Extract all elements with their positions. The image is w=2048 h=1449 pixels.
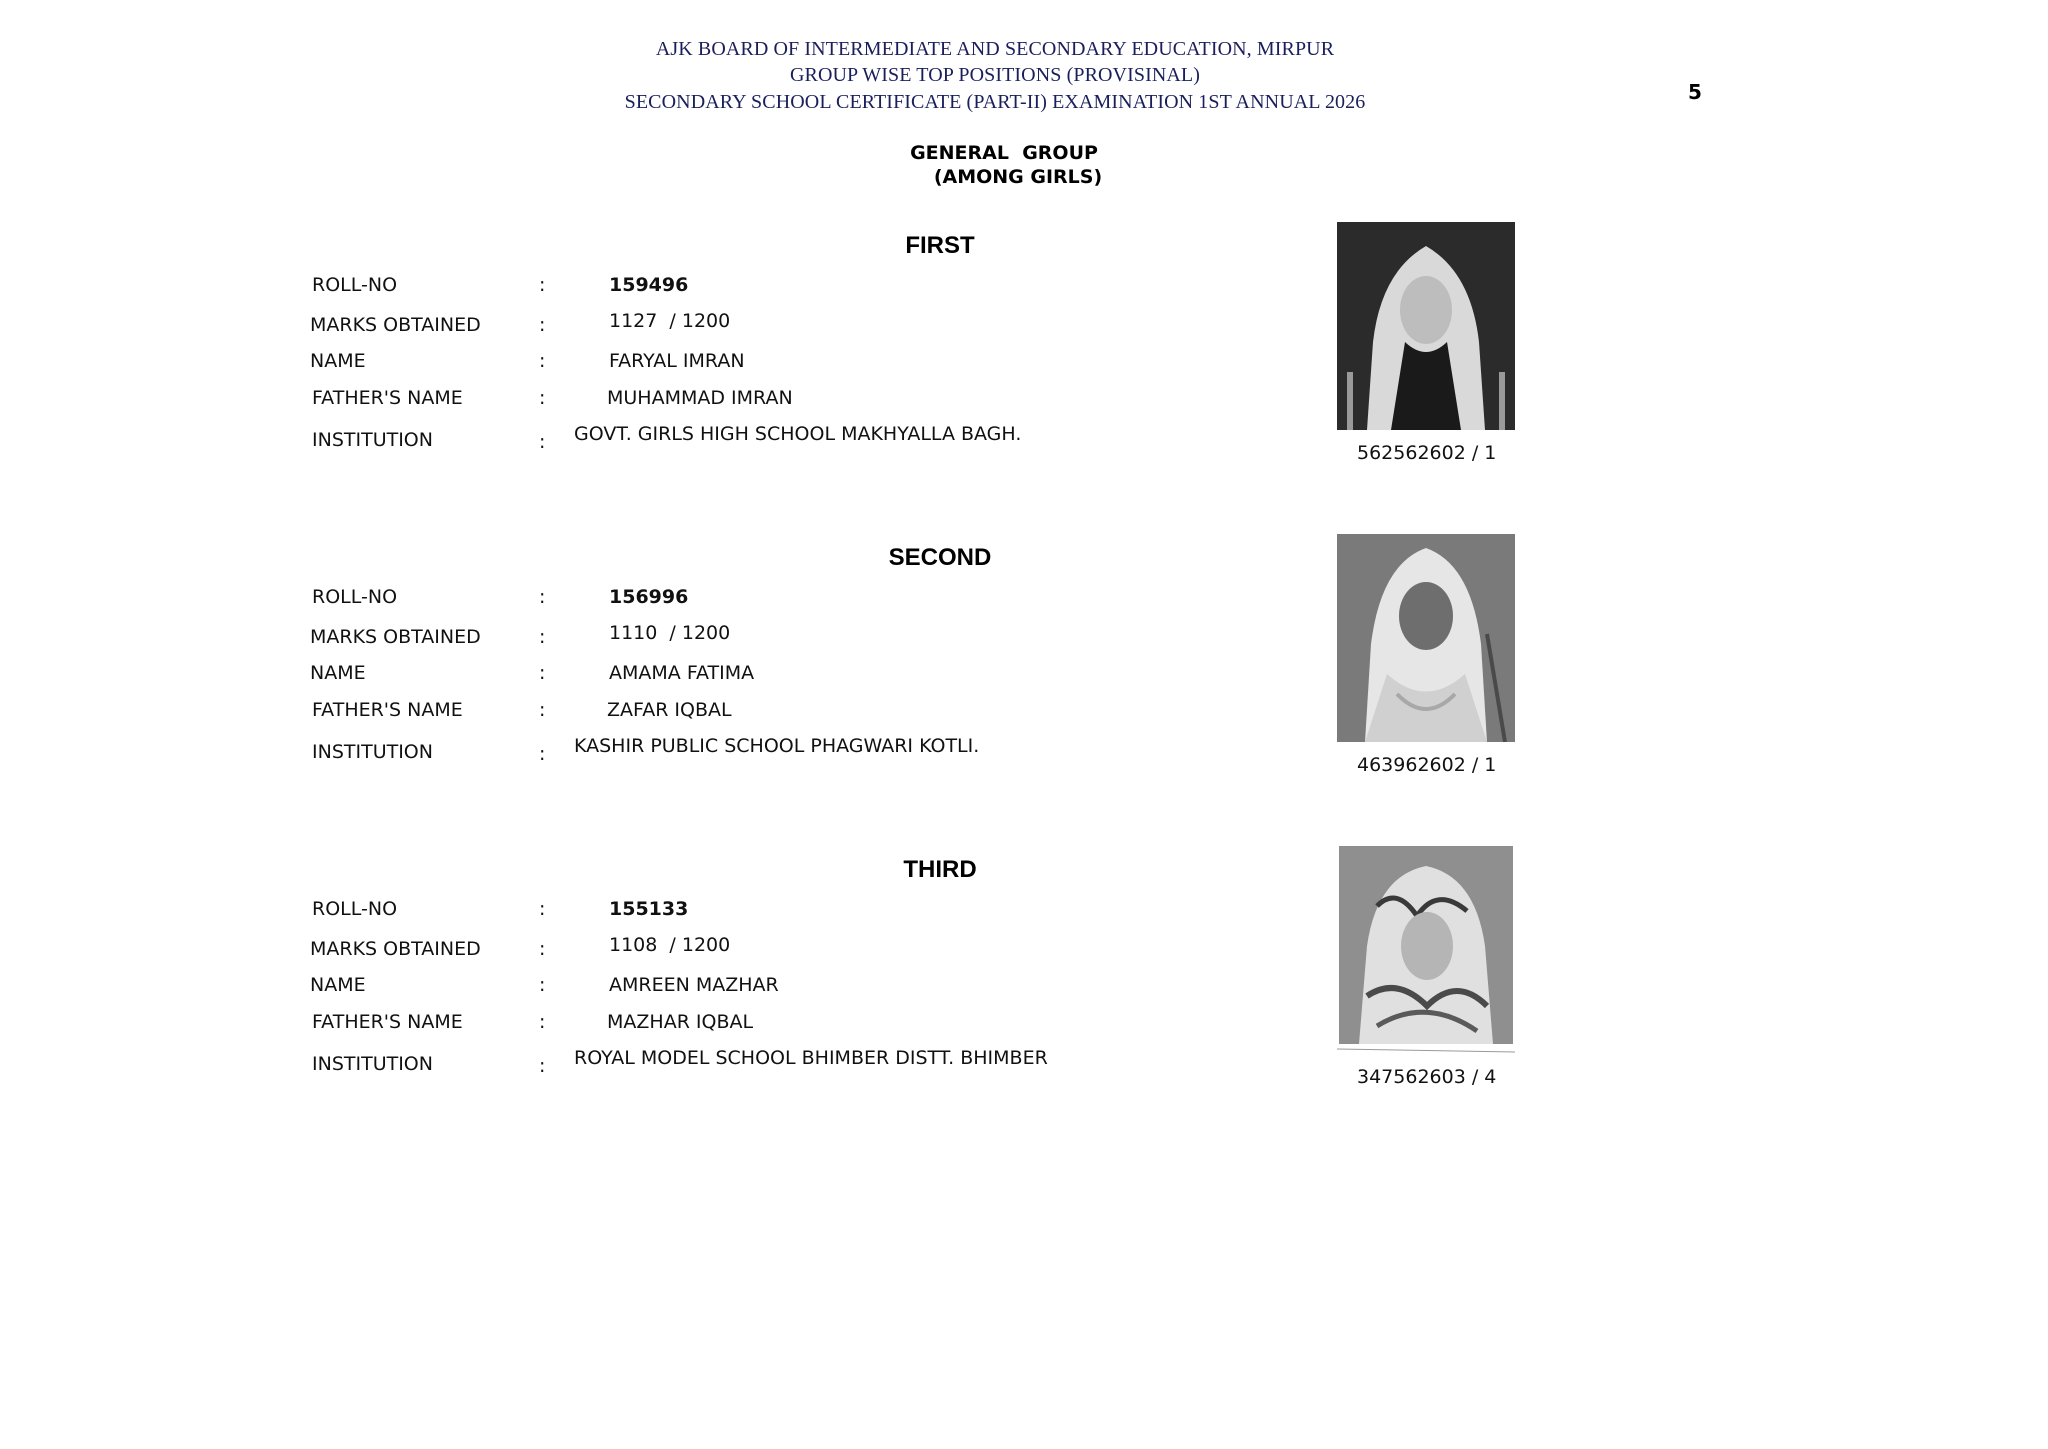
photo-code: 347562603 / 4 (1357, 1066, 1497, 1088)
colon: : (539, 662, 546, 684)
name-value: AMREEN MAZHAR (609, 974, 779, 996)
institution-label: INSTITUTION (312, 429, 433, 451)
roll-no-label: ROLL-NO (312, 274, 398, 296)
name-label: NAME (310, 974, 366, 996)
position-block-third (0, 844, 2048, 1144)
position-block-first (0, 220, 2048, 520)
name-value: AMAMA FATIMA (609, 662, 755, 684)
marks-value: 1110 / 1200 (609, 622, 731, 644)
marks-value: 1108 / 1200 (609, 934, 731, 956)
student-photo (1337, 222, 1515, 430)
roll-no-label: ROLL-NO (312, 898, 398, 920)
father-label: FATHER'S NAME (312, 387, 463, 409)
group-title: GENERAL GROUP (910, 142, 1098, 164)
name-value: FARYAL IMRAN (609, 350, 745, 372)
colon: : (539, 387, 546, 409)
name-label: NAME (310, 350, 366, 372)
name-label: NAME (310, 662, 366, 684)
photo-code: 463962602 / 1 (1357, 754, 1497, 776)
roll-no-value: 156996 (609, 586, 689, 608)
institution-value: GOVT. GIRLS HIGH SCHOOL MAKHYALLA BAGH. (574, 423, 1022, 445)
colon: : (539, 431, 546, 453)
colon: : (539, 938, 546, 960)
board-title: AJK BOARD OF INTERMEDIATE AND SECONDARY EDUCATION, MIRPUR (655, 38, 1335, 60)
marks-label: MARKS OBTAINED (310, 626, 481, 648)
institution-value: ROYAL MODEL SCHOOL BHIMBER DISTT. BHIMBER (574, 1047, 1048, 1069)
colon: : (539, 1055, 546, 1077)
colon: : (539, 1011, 546, 1033)
father-value: ZAFAR IQBAL (607, 699, 732, 721)
marks-value: 1127 / 1200 (609, 310, 731, 332)
institution-value: KASHIR PUBLIC SCHOOL PHAGWARI KOTLI. (574, 735, 980, 757)
colon: : (539, 350, 546, 372)
colon: : (539, 974, 546, 996)
position-heading: THIRD (903, 856, 977, 883)
roll-no-label: ROLL-NO (312, 586, 398, 608)
colon: : (539, 586, 546, 608)
colon: : (539, 626, 546, 648)
photo-code: 562562602 / 1 (1357, 442, 1497, 464)
father-label: FATHER'S NAME (312, 1011, 463, 1033)
group-subtitle: (AMONG GIRLS) (933, 166, 1103, 188)
examination-title: SECONDARY SCHOOL CERTIFICATE (PART-II) EXAMINATION 1ST ANNUAL 2026 (624, 91, 1366, 113)
roll-no-value: 155133 (609, 898, 689, 920)
document-subtitle: GROUP WISE TOP POSITIONS (PROVISINAL) (789, 64, 1201, 86)
colon: : (539, 898, 546, 920)
father-value: MUHAMMAD IMRAN (607, 387, 793, 409)
position-heading: FIRST (905, 232, 975, 259)
colon: : (539, 274, 546, 296)
position-heading: SECOND (888, 544, 992, 571)
page-number: 5 (1688, 80, 1702, 104)
marks-label: MARKS OBTAINED (310, 938, 481, 960)
father-value: MAZHAR IQBAL (607, 1011, 754, 1033)
roll-no-value: 159496 (609, 274, 689, 296)
institution-label: INSTITUTION (312, 1053, 433, 1075)
colon: : (539, 743, 546, 765)
student-photo (1337, 846, 1515, 1054)
marks-label: MARKS OBTAINED (310, 314, 481, 336)
student-photo (1337, 534, 1515, 742)
colon: : (539, 314, 546, 336)
father-label: FATHER'S NAME (312, 699, 463, 721)
institution-label: INSTITUTION (312, 741, 433, 763)
position-block-second (0, 532, 2048, 832)
colon: : (539, 699, 546, 721)
